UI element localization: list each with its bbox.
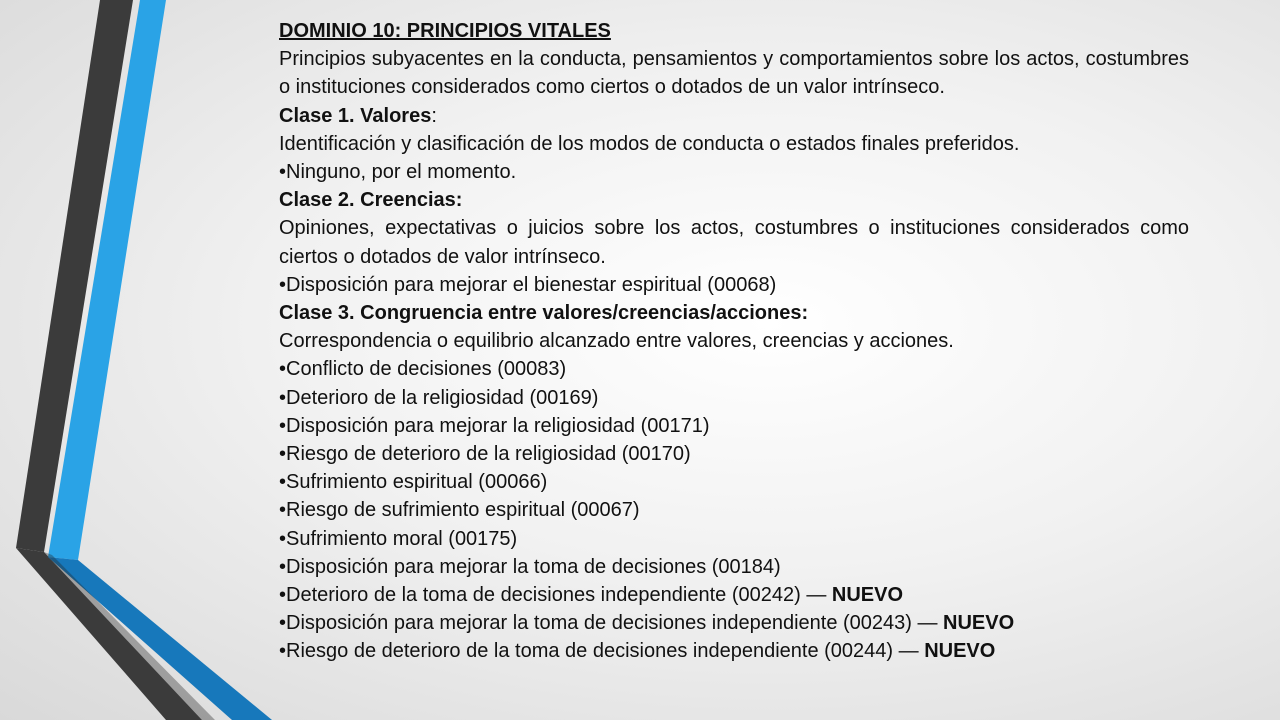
class2-description: Opiniones, expectativas o juicios sobre los actos, costumbres o instituciones considerados como ciertos o dotados de valor intrínseco. bbox=[279, 217, 1189, 268]
slide-title: DOMINIO 10: PRINCIPIOS VITALES bbox=[279, 20, 611, 42]
list-item-new bbox=[279, 609, 1189, 637]
new-badge: NUEVO bbox=[943, 612, 1015, 635]
list-item-text: •Riesgo de deterioro de la toma de decisiones independiente (00244) — bbox=[279, 640, 925, 663]
class1-heading-colon: : bbox=[431, 104, 437, 127]
list-item-new bbox=[279, 581, 1189, 609]
list-item: •Disposición para mejorar el bienestar espiritual (00068) bbox=[279, 273, 777, 296]
list-item: •Sufrimiento espiritual (00066) bbox=[279, 471, 548, 494]
list-item-text: •Disposición para mejorar la toma de decisiones independiente (00243) — bbox=[279, 612, 944, 635]
new-badge: NUEVO bbox=[831, 584, 904, 607]
dark-stripe-lower bbox=[16, 548, 202, 720]
class1-description: Identificación y clasificación de los modos de conducta o estados finales preferidos. bbox=[279, 132, 1020, 155]
list-item: •Deterioro de la religiosidad (00169) bbox=[279, 386, 599, 409]
list-item: •Riesgo de sufrimiento espiritual (00067) bbox=[279, 499, 640, 522]
domain-intro: Principios subyacentes en la conducta, pensamientos y comportamientos sobre los actos, costumbres o instituciones considerados como ciertos o dotados de un valor intrínseco. bbox=[279, 48, 1189, 99]
class3-heading: Clase 3. Congruencia entre valores/creencias/acciones: bbox=[279, 302, 809, 325]
class3-description: Correspondencia o equilibrio alcanzado entre valores, creencias y acciones. bbox=[279, 330, 954, 353]
list-item: •Sufrimiento moral (00175) bbox=[279, 527, 518, 550]
class1-heading bbox=[279, 102, 1189, 130]
class2-heading: Clase 2. Creencias: bbox=[279, 189, 463, 212]
stripe-shadow bbox=[44, 552, 215, 720]
list-item-text: •Deterioro de la toma de decisiones independiente (00242) — bbox=[279, 584, 832, 607]
list-item: •Disposición para mejorar la religiosidad (00171) bbox=[279, 414, 710, 437]
list-item: •Ninguno, por el momento. bbox=[279, 161, 517, 184]
list-item: •Disposición para mejorar la toma de decisiones (00184) bbox=[279, 555, 781, 578]
list-item: •Conflicto de decisiones (00083) bbox=[279, 358, 567, 381]
list-item-new bbox=[279, 637, 1189, 665]
list-item: •Riesgo de deterioro de la religiosidad (00170) bbox=[279, 443, 691, 466]
slide-content bbox=[279, 17, 1189, 666]
class1-heading-text: Clase 1. Valores bbox=[279, 104, 432, 127]
new-badge: NUEVO bbox=[924, 640, 996, 663]
